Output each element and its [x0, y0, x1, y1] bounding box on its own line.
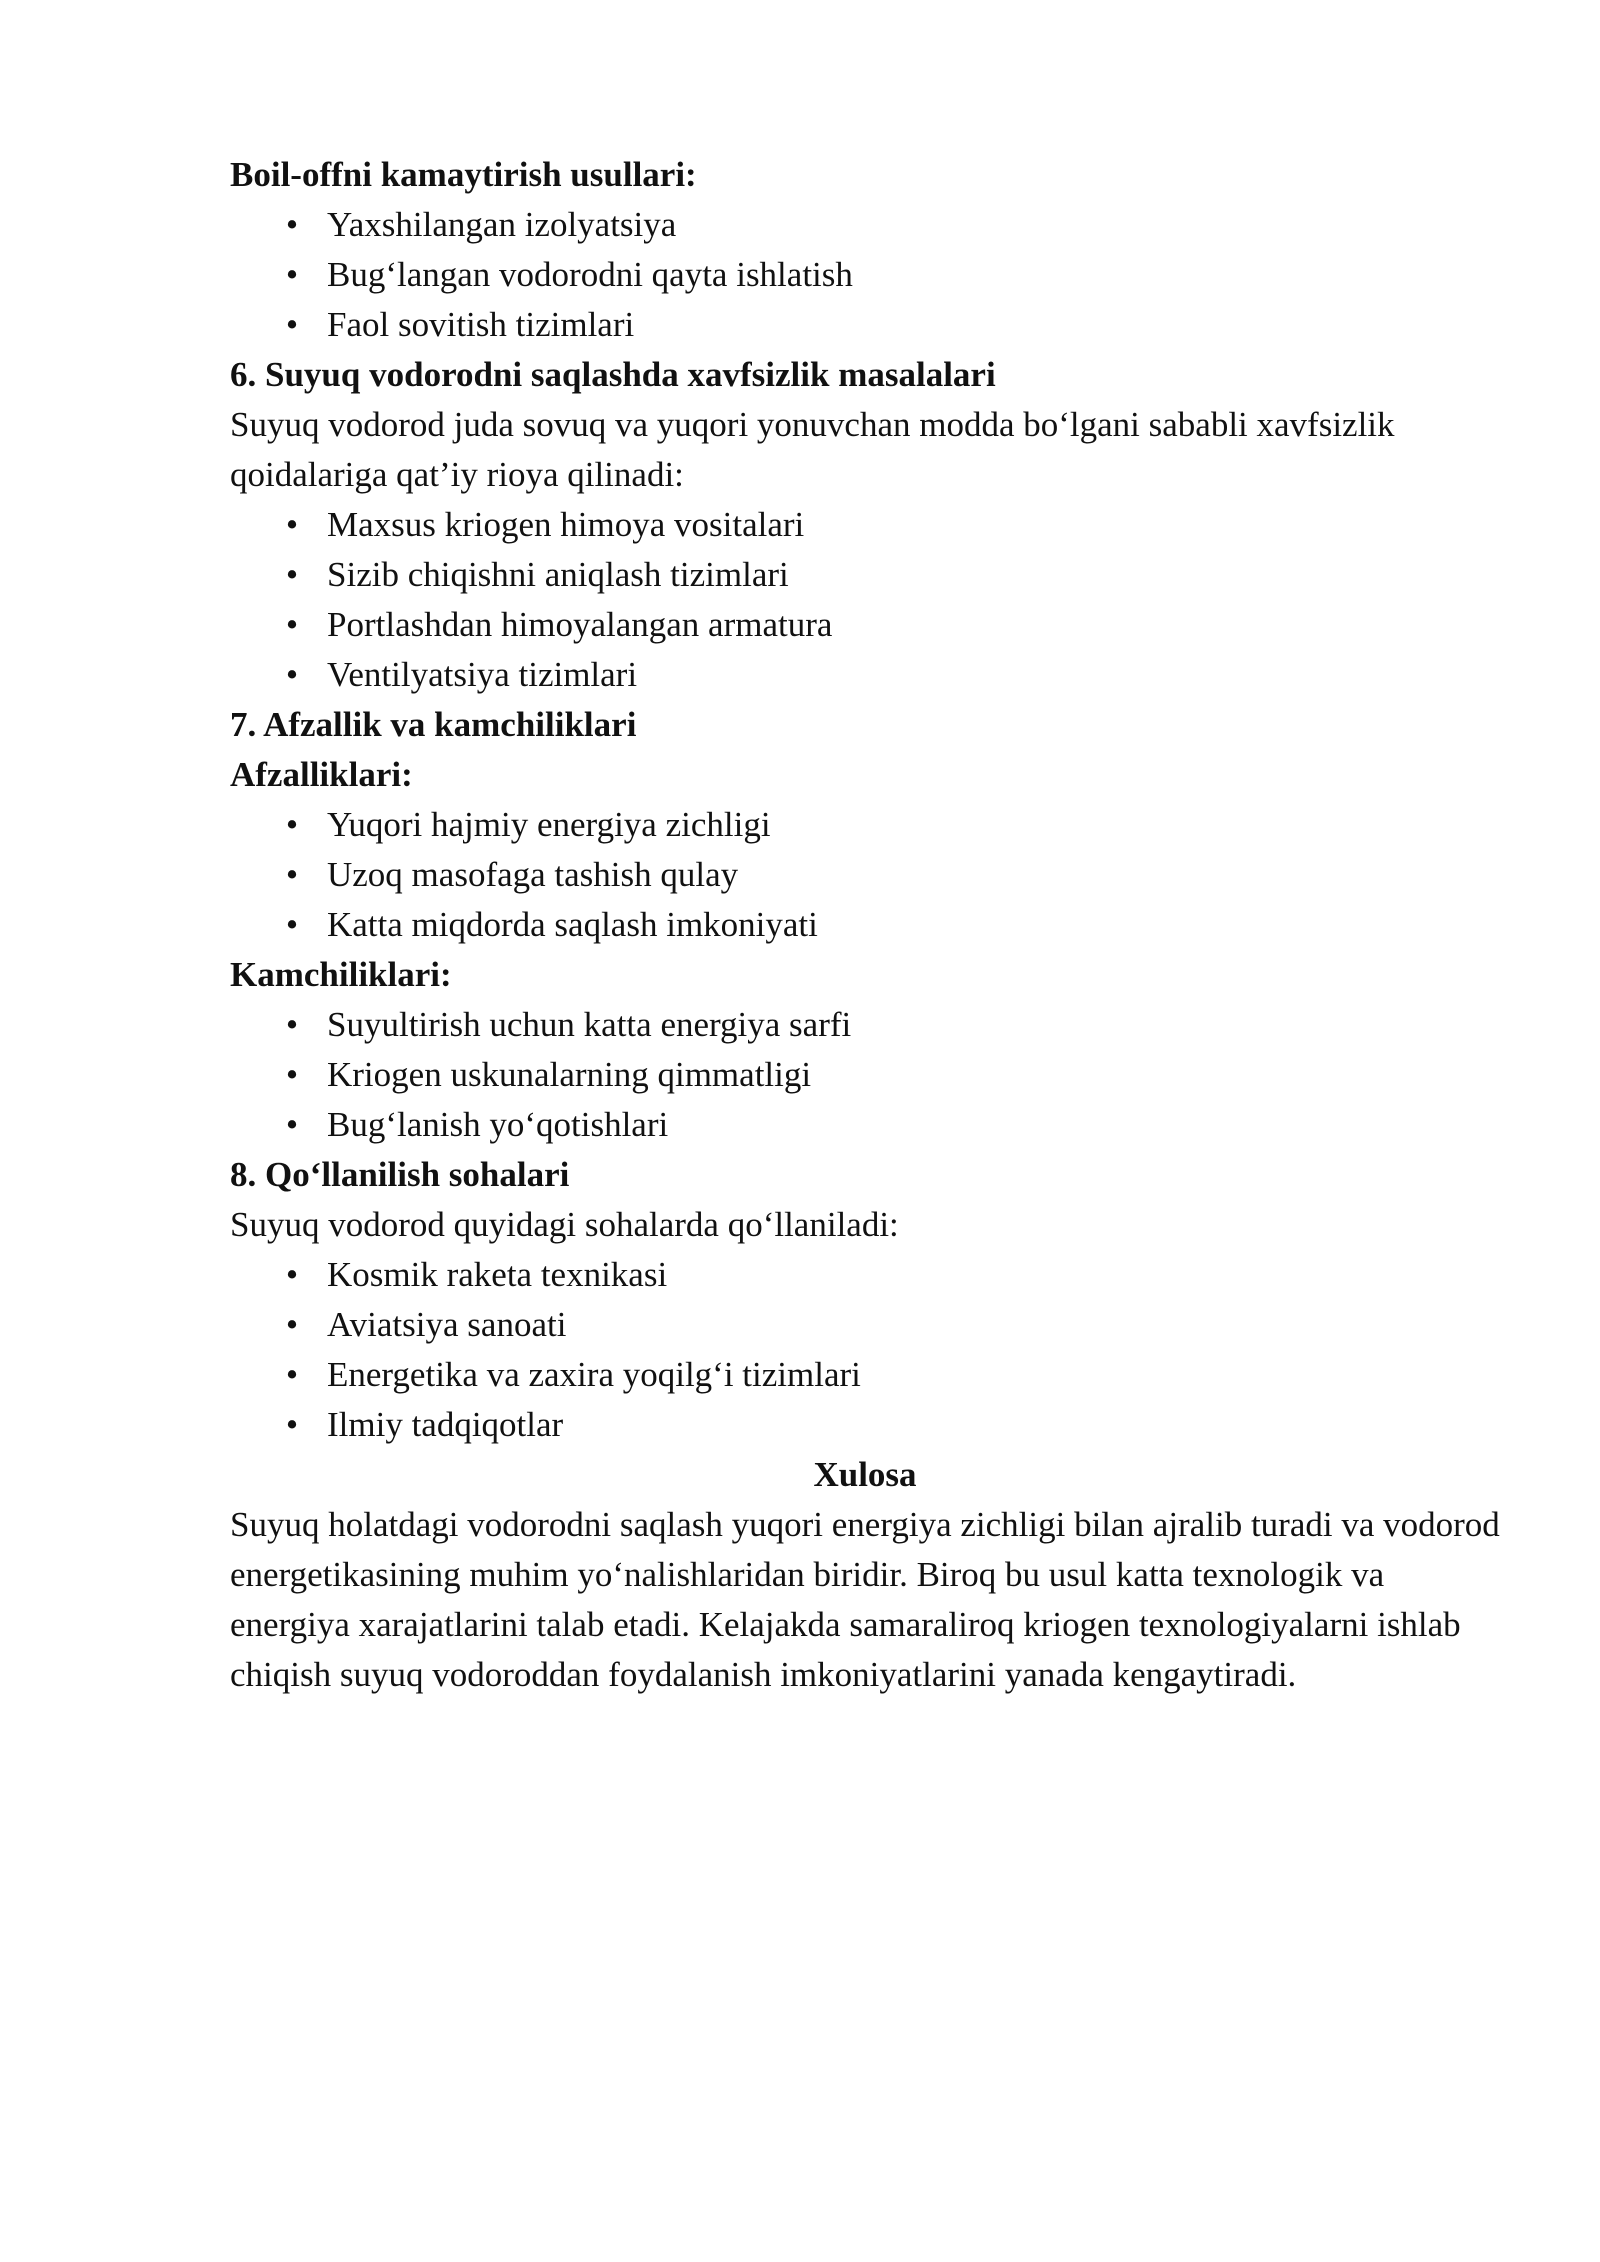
bullet-icon: •	[285, 1005, 299, 1044]
list-item-text: Faol sovitish tizimlari	[327, 305, 635, 344]
section-6-heading: 6. Suyuq vodorodni saqlashda xavfsizlik masalalari	[230, 355, 996, 394]
bullet-icon: •	[285, 905, 299, 944]
bullet-icon: •	[285, 855, 299, 894]
list-item	[230, 250, 1500, 300]
section-8-heading: 8. Qo‘llanilish sohalari	[230, 1155, 570, 1194]
bullet-icon: •	[285, 1355, 299, 1394]
advantages-list	[230, 800, 1500, 950]
advantages-heading: Afzalliklari:	[230, 755, 413, 794]
list-item	[230, 200, 1500, 250]
list-item	[230, 900, 1500, 950]
list-item-text: Yuqori hajmiy energiya zichligi	[327, 805, 771, 844]
list-item	[230, 650, 1500, 700]
list-item-text: Kriogen uskunalarning qimmatligi	[327, 1055, 812, 1094]
conclusion-paragraph: Suyuq holatdagi vodorodni saqlash yuqori energiya zichligi bilan ajralib turadi va vodorod energetikasining muhim yo‘nalishlaridan biridir. Biroq bu usul katta texnologik va energiya xarajatlarini talab etadi. Kelajakda samaraliroq kriogen texnologiyalarni ishlab chiqish suyuq vodoroddan foydalanish imkoniyatlarini yanada kengaytiradi.	[230, 1505, 1500, 1694]
bullet-icon: •	[285, 555, 299, 594]
section-6-paragraph: Suyuq vodorod juda sovuq va yuqori yonuvchan modda bo‘lgani sababli xavfsizlik qoidalariga qat’iy rioya qilinadi:	[230, 405, 1395, 494]
list-item	[230, 1300, 1500, 1350]
safety-list	[230, 500, 1500, 700]
list-item-text: Kosmik raketa texnikasi	[327, 1255, 668, 1294]
list-item	[230, 1400, 1500, 1450]
list-item	[230, 300, 1500, 350]
list-item-text: Portlashdan himoyalangan armatura	[327, 605, 833, 644]
list-item-text: Ventilyatsiya tizimlari	[327, 655, 638, 694]
disadvantages-list	[230, 1000, 1500, 1150]
list-item-text: Energetika va zaxira yoqilg‘i tizimlari	[327, 1355, 861, 1394]
boiloff-list	[230, 200, 1500, 350]
bullet-icon: •	[285, 305, 299, 344]
bullet-icon: •	[285, 255, 299, 294]
applications-list	[230, 1250, 1500, 1450]
bullet-icon: •	[285, 505, 299, 544]
list-item-text: Aviatsiya sanoati	[327, 1305, 567, 1344]
bullet-icon: •	[285, 655, 299, 694]
section-8-paragraph: Suyuq vodorod quyidagi sohalarda qo‘llaniladi:	[230, 1205, 899, 1244]
list-item	[230, 600, 1500, 650]
list-item-text: Suyultirish uchun katta energiya sarfi	[327, 1005, 852, 1044]
bullet-icon: •	[285, 805, 299, 844]
list-item-text: Maxsus kriogen himoya vositalari	[327, 505, 805, 544]
document-page	[230, 150, 1500, 1700]
bullet-icon: •	[285, 1055, 299, 1094]
boiloff-heading: Boil-offni kamaytirish usullari:	[230, 155, 697, 194]
bullet-icon: •	[285, 1305, 299, 1344]
conclusion-heading: Xulosa	[813, 1455, 917, 1494]
list-item	[230, 1350, 1500, 1400]
list-item	[230, 1050, 1500, 1100]
list-item	[230, 1250, 1500, 1300]
list-item-text: Bug‘lanish yo‘qotishlari	[327, 1105, 669, 1144]
bullet-icon: •	[285, 1105, 299, 1144]
list-item	[230, 850, 1500, 900]
bullet-icon: •	[285, 205, 299, 244]
list-item-text: Bug‘langan vodorodni qayta ishlatish	[327, 255, 853, 294]
list-item-text: Yaxshilangan izolyatsiya	[327, 205, 677, 244]
list-item	[230, 800, 1500, 850]
list-item-text: Uzoq masofaga tashish qulay	[327, 855, 739, 894]
list-item-text: Ilmiy tadqiqotlar	[327, 1405, 564, 1444]
list-item-text: Katta miqdorda saqlash imkoniyati	[327, 905, 818, 944]
list-item	[230, 1100, 1500, 1150]
list-item	[230, 1000, 1500, 1050]
list-item-text: Sizib chiqishni aniqlash tizimlari	[327, 555, 789, 594]
list-item	[230, 550, 1500, 600]
section-7-heading: 7. Afzallik va kamchiliklari	[230, 705, 637, 744]
bullet-icon: •	[285, 1405, 299, 1444]
disadvantages-heading: Kamchiliklari:	[230, 955, 452, 994]
bullet-icon: •	[285, 1255, 299, 1294]
list-item	[230, 500, 1500, 550]
bullet-icon: •	[285, 605, 299, 644]
